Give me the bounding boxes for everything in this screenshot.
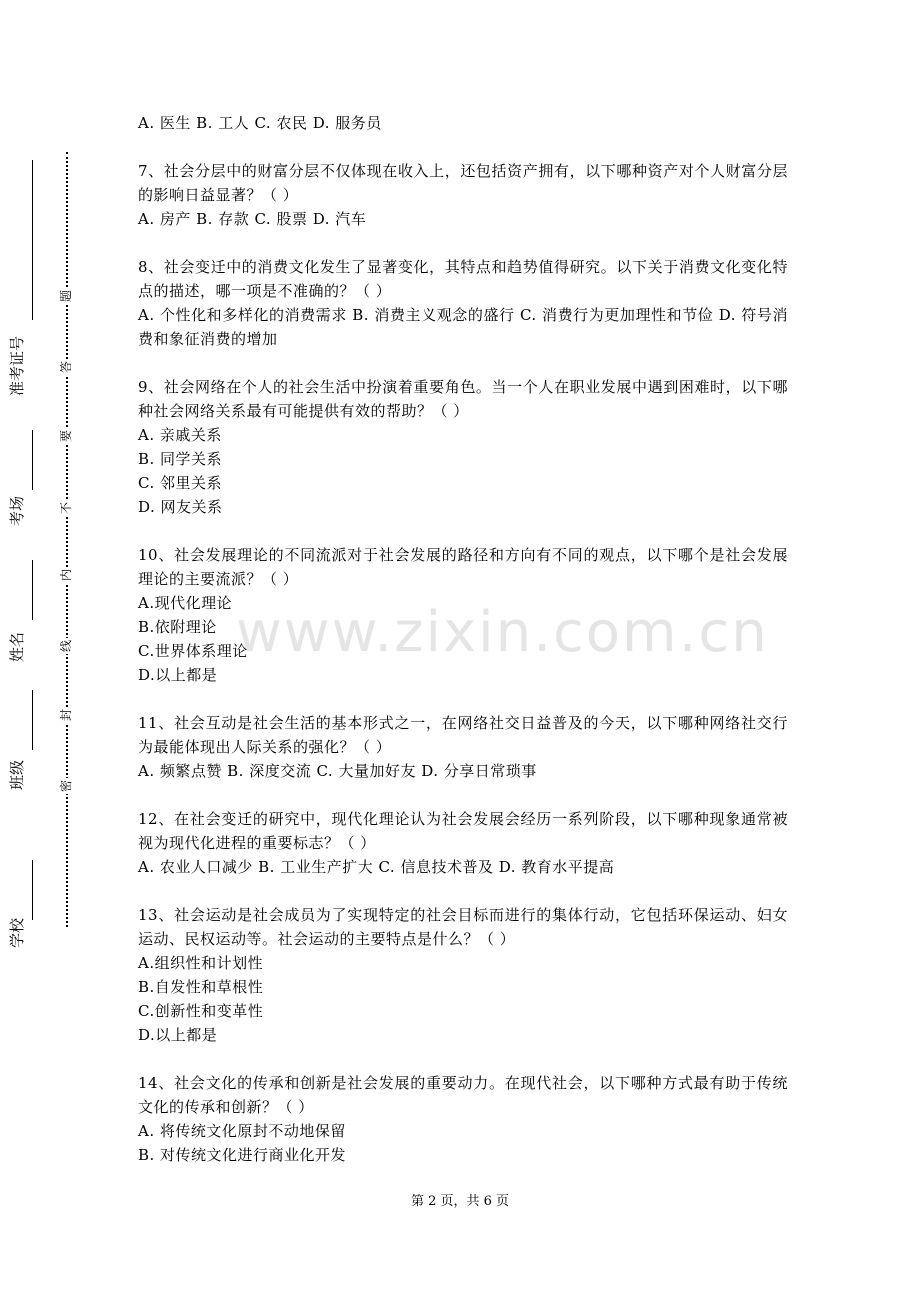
option-b: B.自发性和草根性 [138,978,264,996]
name-blank [32,560,33,620]
seal-line [66,152,68,927]
option-b: B.依附理论 [138,618,217,636]
seal-char: 线 [59,640,73,653]
seal-char: 封 [59,709,73,722]
question-stem: 11、社会互动是社会生活的基本形式之一，在网络社交日益普及的今天，以下哪种网络社交行为最能体现出人际关系的强化？（ ） [138,714,788,756]
option-c: C. 邻里关系 [138,474,222,492]
question-list [138,111,788,1191]
admission-number-blank [32,160,33,320]
option-b: B. 同学关系 [138,450,223,468]
exam-room-blank [32,430,33,490]
exam-room-label: 考场 [8,495,26,526]
question-14 [138,1071,788,1167]
option-c: C.创新性和变革性 [138,1002,264,1020]
option-line: A. 频繁点赞 B. 深度交流 C. 大量加好友 D. 分享日常琐事 [138,762,537,780]
question-8 [138,255,788,351]
class-label: 班级 [8,759,26,790]
school-blank [32,860,33,920]
option-b: B. 对传统文化进行商业化开发 [138,1146,347,1164]
seal-char: 内 [59,569,73,582]
question-stem: 10、社会发展理论的不同流派对于社会发展的路径和方向有不同的观点，以下哪个是社会发展理论的主要流派？（ ） [138,546,788,588]
question-9 [138,375,788,519]
option-line: A. 农业人口减少 B. 工业生产扩大 C. 信息技术普及 D. 教育水平提高 [138,858,615,876]
question-stem: 13、社会运动是社会成员为了实现特定的社会目标而进行的集体行动，它包括环保运动、妇女运动、民权运动等。社会运动的主要特点是什么？（ ） [138,906,788,948]
option-a: A. 将传统文化原封不动地保留 [138,1122,346,1140]
name-label: 姓名 [8,631,26,662]
option-d: D.以上都是 [138,1026,218,1044]
option-a: A.现代化理论 [138,594,233,612]
question-13 [138,903,788,1047]
question-stem: 9、社会网络在个人的社会生活中扮演着重要角色。当一个人在职业发展中遇到困难时，以下哪种社会网络关系最有可能提供有效的帮助？（ ） [138,378,788,420]
option-a: A. 亲戚关系 [138,426,222,444]
option-line: A. 房产 B. 存款 C. 股票 D. 汽车 [138,210,367,228]
question-12 [138,807,788,879]
watermark: www.zixin.com.cn [236,600,769,665]
option-line: A. 个性化和多样化的消费需求 B. 消费主义观念的盛行 C. 消费行为更加理性和节俭 D. 符号消费和象征消费的增加 [138,306,788,348]
seal-char: 题 [59,290,73,303]
question-11 [138,711,788,783]
option-a: A.组织性和计划性 [138,954,264,972]
question-7 [138,159,788,231]
option-c: C.世界体系理论 [138,642,248,660]
question-stem: 7、社会分层中的财富分层不仅体现在收入上，还包括资产拥有，以下哪种资产对个人财富分层的影响日益显著？（ ） [138,162,788,204]
class-blank [32,690,33,750]
previous-question-options [138,111,788,135]
seal-char: 不 [59,502,73,515]
option-line: A. 医生 B. 工人 C. 农民 D. 服务员 [138,114,382,132]
seal-char: 要 [59,430,73,443]
page-footer: 第 2 页，共 6 页 [410,1194,510,1209]
seal-char: 答 [59,361,73,374]
question-stem: 14、社会文化的传承和创新是社会发展的重要动力。在现代社会，以下哪种方式最有助于传统文化的传承和创新？（ ） [138,1074,788,1116]
seal-char: 密 [59,780,73,793]
school-label: 学校 [8,917,26,948]
option-d: D.以上都是 [138,666,218,684]
question-10 [138,543,788,687]
question-stem: 8、社会变迁中的消费文化发生了显著变化，其特点和趋势值得研究。以下关于消费文化变化特点的描述，哪一项是不准确的？（ ） [138,258,788,300]
option-d: D. 网友关系 [138,498,223,516]
admission-number-label: 准考证号 [8,335,26,396]
question-stem: 12、在社会变迁的研究中，现代化理论认为社会发展会经历一系列阶段，以下哪种现象通常被视为现代化进程的重要标志？（ ） [138,810,788,852]
